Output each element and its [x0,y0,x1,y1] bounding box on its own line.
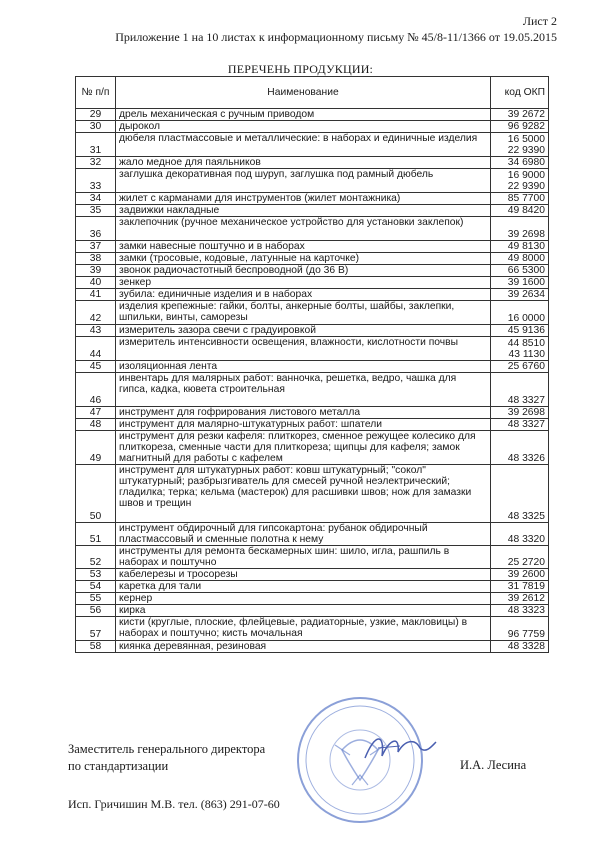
row-name: дырокол [116,121,491,133]
signature [360,728,440,768]
table-row [76,253,549,265]
row-code: 96 9282 [491,121,549,133]
table-row [76,373,549,407]
signer-title-line1: Заместитель генерального директора [68,742,266,756]
row-number: 49 [76,431,116,465]
row-code: 16 0000 [491,301,549,325]
row-number: 30 [76,121,116,133]
row-number: 36 [76,217,116,241]
product-table [75,76,549,653]
row-name: инструмент для штукатурных работ: ковш штукатурный; "сокол" штукатурный; разбрызгиватель для смесей ручной неэлектрический; гладилка; терка; кельма (мастерок) для расшивки швов; нож для замазки швов и трещин [116,465,491,523]
row-code: 48 3327 [491,419,549,431]
signer-title-line2: по стандартизации [68,759,169,773]
table-row [76,617,549,641]
table-row [76,605,549,617]
row-number: 32 [76,157,116,169]
row-code: 48 3325 [491,465,549,523]
row-name: заглушка декоративная под шуруп, заглушка под рамный дюбель [116,169,491,193]
row-number: 47 [76,407,116,419]
row-code: 39 2698 [491,407,549,419]
table-row [76,546,549,569]
signer-title [68,741,265,775]
row-number: 41 [76,289,116,301]
table-row [76,289,549,301]
table-row [76,109,549,121]
list-title: ПЕРЕЧЕНЬ ПРОДУКЦИИ: [227,62,374,76]
row-code: 25 2720 [491,546,549,569]
table-row [76,217,549,241]
table-row [76,157,549,169]
table-row [76,407,549,419]
row-number: 50 [76,465,116,523]
row-code: 49 8000 [491,253,549,265]
row-name: инструмент для резки кафеля: плиткорез, сменное режущее колесико для плиткореза, сменные части для плиткореза; щипцы для кафеля; замок магнитный для работы с кафелем [116,431,491,465]
row-number: 34 [76,193,116,205]
table-row [76,593,549,605]
row-name: кернер [116,593,491,605]
row-code: 85 7700 [491,193,549,205]
row-name: жало медное для паяльников [116,157,491,169]
row-code: 48 3327 [491,373,549,407]
row-code: 48 3323 [491,605,549,617]
row-number: 48 [76,419,116,431]
row-code: 44 8510 43 1130 [491,337,549,361]
signer-name: И.А. Лесина [460,758,527,772]
row-code: 48 3320 [491,523,549,546]
row-name: измеритель зазора свечи с градуировкой [116,325,491,337]
row-number: 43 [76,325,116,337]
row-number: 57 [76,617,116,641]
row-code: 96 7759 [491,617,549,641]
row-code: 39 2634 [491,289,549,301]
table-row [76,241,549,253]
table-row [76,121,549,133]
row-number: 54 [76,581,116,593]
row-name: изделия крепежные: гайки, болты, анкерные болты, шайбы, заклепки, шпильки, винты, саморезы [116,301,491,325]
table-row [76,337,549,361]
row-code: 34 6980 [491,157,549,169]
row-code: 31 7819 [491,581,549,593]
table-row [76,419,549,431]
table-row [76,641,549,653]
row-number: 39 [76,265,116,277]
table-row [76,133,549,157]
table-row [76,581,549,593]
row-number: 38 [76,253,116,265]
row-number: 46 [76,373,116,407]
table-row [76,569,549,581]
table-row [76,431,549,465]
row-code: 39 2600 [491,569,549,581]
executor-contact: Исп. Гричишин М.В. тел. (863) 291-07-60 [68,797,280,811]
row-number: 58 [76,641,116,653]
row-code: 48 3328 [491,641,549,653]
table-row [76,361,549,373]
row-number: 52 [76,546,116,569]
row-name: инструмент обдирочный для гипсокартона: рубанок обдирочный пластмассовый и сменные полотна к нему [116,523,491,546]
row-name: инвентарь для малярных работ: ванночка, решетка, ведро, чашка для гипса, кадка, кювета строительная [116,373,491,407]
column-header-code: код ОКП [491,77,549,109]
row-number: 35 [76,205,116,217]
row-number: 55 [76,593,116,605]
row-number: 53 [76,569,116,581]
row-code: 49 8130 [491,241,549,253]
table-row [76,265,549,277]
table-row [76,301,549,325]
table-row [76,169,549,193]
row-name: кабелерезы и тросорезы [116,569,491,581]
row-name: замки навесные поштучно и в наборах [116,241,491,253]
row-name: зенкер [116,277,491,289]
row-code: 48 3326 [491,431,549,465]
row-number: 29 [76,109,116,121]
row-number: 44 [76,337,116,361]
row-name: звонок радиочастотный беспроводной (до 36 В) [116,265,491,277]
column-header-name: Наименование [116,77,491,109]
sheet-number: Лист 2 [522,14,557,28]
row-name: дрель механическая с ручным приводом [116,109,491,121]
row-name: инструменты для ремонта бескамерных шин: шило, игла, рашпиль в наборах и поштучно [116,546,491,569]
row-name: изоляционная лента [116,361,491,373]
row-name: кирка [116,605,491,617]
row-name: замки (тросовые, кодовые, латунные на карточке) [116,253,491,265]
row-code: 49 8420 [491,205,549,217]
row-number: 37 [76,241,116,253]
row-name: каретка для тали [116,581,491,593]
row-code: 39 1600 [491,277,549,289]
table-row [76,523,549,546]
appendix-reference: Приложение 1 на 10 листах к информационному письму № 45/8-11/1366 от 19.05.2015 [115,30,557,44]
row-name: заклепочник (ручное механическое устройство для установки заклепок) [116,217,491,241]
row-name: киянка деревянная, резиновая [116,641,491,653]
row-number: 56 [76,605,116,617]
table-row [76,193,549,205]
column-header-number: № п/п [76,77,116,109]
row-name: кисти (круглые, плоские, флейцевые, радиаторные, узкие, макловицы) в наборах и поштучно; кисть мочальная [116,617,491,641]
row-number: 51 [76,523,116,546]
row-code: 25 6760 [491,361,549,373]
row-number: 40 [76,277,116,289]
row-name: зубила: единичные изделия и в наборах [116,289,491,301]
row-number: 31 [76,133,116,157]
table-row [76,465,549,523]
row-number: 42 [76,301,116,325]
row-code: 39 2698 [491,217,549,241]
row-name: дюбеля пластмассовые и металлические: в наборах и единичные изделия [116,133,491,157]
row-code: 39 2612 [491,593,549,605]
row-name: жилет с карманами для инструментов (жилет монтажника) [116,193,491,205]
row-code: 45 9136 [491,325,549,337]
row-code: 66 5300 [491,265,549,277]
row-code: 39 2672 [491,109,549,121]
row-number: 33 [76,169,116,193]
table-body [76,109,549,653]
row-name: инструмент для гофрирования листового металла [116,407,491,419]
table-row [76,325,549,337]
row-name: инструмент для малярно-штукатурных работ: шпатели [116,419,491,431]
row-number: 45 [76,361,116,373]
row-code: 16 5000 22 9390 [491,133,549,157]
row-name: измеритель интенсивности освещения, влажности, кислотности почвы [116,337,491,361]
row-name: задвижки накладные [116,205,491,217]
row-code: 16 9000 22 9390 [491,169,549,193]
table-row [76,277,549,289]
table-row [76,205,549,217]
